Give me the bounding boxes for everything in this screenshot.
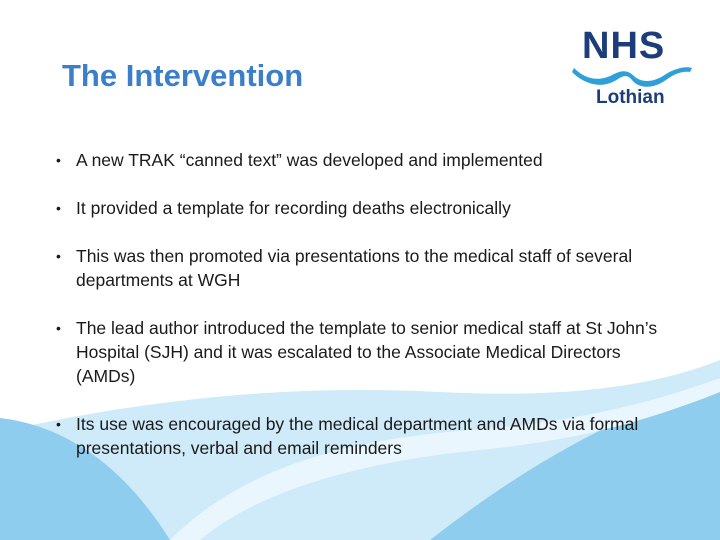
bullet-item — [56, 244, 666, 292]
bullet-item — [56, 148, 666, 172]
bullet-marker: • — [56, 320, 61, 336]
bullet-marker: • — [56, 248, 61, 264]
bullet-marker: • — [56, 416, 61, 432]
nhs-lothian-logo — [570, 24, 696, 114]
logo-region-text: Lothian — [596, 87, 665, 108]
bullet-text: It provided a template for recording deaths electronically — [76, 198, 511, 218]
bullet-text: Its use was encouraged by the medical department and AMDs via formal presentations, verbal and email reminders — [76, 414, 639, 458]
bullet-marker: • — [56, 200, 61, 216]
bullet-marker: • — [56, 152, 61, 168]
bullet-list — [56, 148, 666, 460]
bullet-item — [56, 316, 666, 388]
logo-nhs-text: NHS — [582, 25, 666, 67]
bullet-text: The lead author introduced the template to senior medical staff at St John’s Hospital (SJH) and it was escalated to the Associate Medical Directors (AMDs) — [76, 318, 658, 386]
bullet-text: This was then promoted via presentations to the medical staff of several departments at WGH — [76, 246, 633, 290]
bullet-item — [56, 196, 666, 220]
bullet-text: A new TRAK “canned text” was developed and implemented — [76, 150, 543, 170]
slide-title: The Intervention — [62, 58, 304, 93]
bullet-item — [56, 412, 666, 460]
